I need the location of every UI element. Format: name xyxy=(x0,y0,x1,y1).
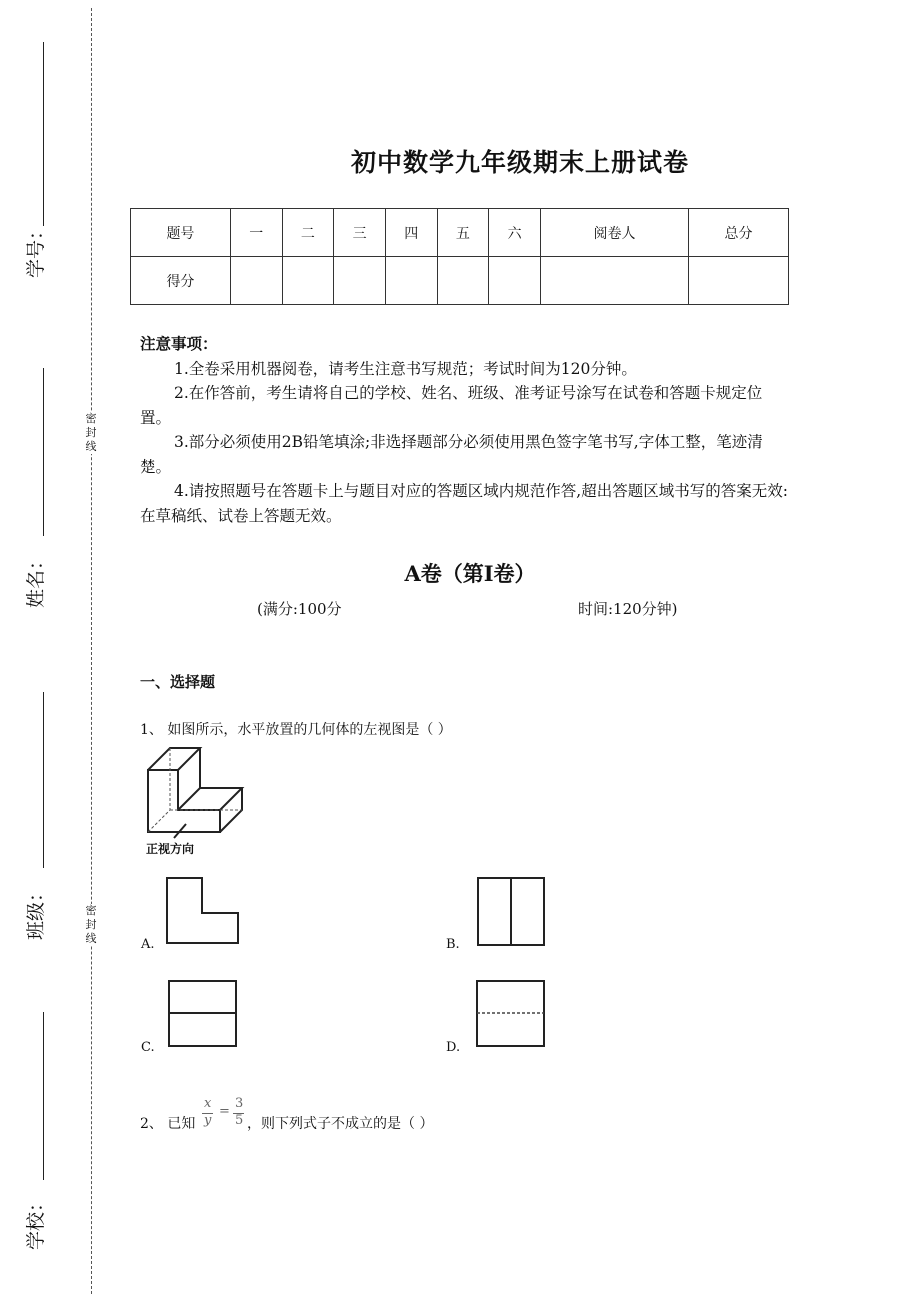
header-cell: 总分 xyxy=(689,209,789,257)
header-cell: 题号 xyxy=(131,209,231,257)
section-a-title: A卷（第Ⅰ卷） xyxy=(404,561,536,586)
question-2-text: ，则下列式子不成立的是（ ） xyxy=(247,1116,434,1132)
question-2-prefix: 2、 已知 xyxy=(140,1116,196,1132)
school-label: 学校： xyxy=(25,1192,47,1250)
notes-block xyxy=(140,332,790,528)
exam-time: 时间:120分钟) xyxy=(578,600,678,618)
question-1-text: 1、 如图所示，水平放置的几何体的左视图是（ ） xyxy=(140,722,452,738)
student-id-label: 学号： xyxy=(25,220,47,278)
score-cell xyxy=(385,257,437,305)
option-d-label[interactable]: D. xyxy=(446,1040,461,1055)
fraction-denominator-y: y xyxy=(204,1113,212,1128)
seal-line-text: 密封线 xyxy=(82,412,100,454)
exam-title: 初中数学九年级期末上册试卷 xyxy=(350,148,689,177)
score-table-score-row xyxy=(131,257,789,305)
header-cell: 三 xyxy=(334,209,386,257)
option-b-label[interactable]: B. xyxy=(446,937,460,952)
note-item: 2.在作答前，考生请将自己的学校、姓名、班级、准考证号涂写在试卷和答题卡规定位置。 xyxy=(140,384,763,427)
binding-dashed-line xyxy=(91,8,92,1294)
header-cell: 五 xyxy=(437,209,489,257)
header-cell: 阅卷人 xyxy=(540,209,688,257)
fraction-denominator-5: 5 xyxy=(235,1113,244,1128)
score-cell xyxy=(334,257,386,305)
option-b-figure[interactable] xyxy=(477,877,545,947)
fraction-numerator-x: x xyxy=(204,1096,212,1111)
option-c-figure[interactable] xyxy=(168,980,238,1048)
option-c-label[interactable]: C. xyxy=(141,1040,155,1055)
section-heading-choice: 一、选择题 xyxy=(140,673,216,691)
notes-heading: 注意事项： xyxy=(140,334,218,353)
class-blank-line xyxy=(43,692,44,868)
solid-figure-diagram xyxy=(138,742,248,842)
full-score: (满分:100分 xyxy=(257,600,342,618)
header-cell: 二 xyxy=(282,209,334,257)
score-cell xyxy=(489,257,541,305)
score-table xyxy=(130,208,789,305)
score-cell xyxy=(540,257,688,305)
header-cell: 一 xyxy=(230,209,282,257)
option-d-figure[interactable] xyxy=(476,980,546,1048)
class-label: 班级： xyxy=(25,882,47,940)
option-a-figure[interactable] xyxy=(166,877,240,945)
score-row-label: 得分 xyxy=(131,257,231,305)
score-cell xyxy=(437,257,489,305)
student-id-blank-line xyxy=(43,42,44,226)
header-cell: 六 xyxy=(489,209,541,257)
score-cell xyxy=(282,257,334,305)
score-cell xyxy=(230,257,282,305)
note-item: 1.全卷采用机器阅卷，请考生注意书写规范；考试时间为120分钟。 xyxy=(174,359,637,378)
name-blank-line xyxy=(43,368,44,536)
score-table-header-row xyxy=(131,209,789,257)
school-blank-line xyxy=(43,1012,44,1180)
score-cell xyxy=(689,257,789,305)
note-item: 3.部分必须使用2B铅笔填涂;非选择题部分必须使用黑色签字笔书写,字体工整，笔迹清楚。 xyxy=(140,433,763,476)
name-label: 姓名： xyxy=(25,550,47,608)
view-direction-caption: 正视方向 xyxy=(146,842,195,856)
equals-sign: = xyxy=(219,1104,230,1119)
header-cell: 四 xyxy=(385,209,437,257)
seal-line-text: 密封线 xyxy=(82,904,100,946)
note-item: 4.请按照题号在答题卡上与题目对应的答题区域内规范作答,超出答题区域书写的答案无效:在草稿纸、试卷上答题无效。 xyxy=(140,482,788,525)
option-a-label[interactable]: A. xyxy=(141,937,155,952)
fraction-numerator-3: 3 xyxy=(235,1096,244,1111)
